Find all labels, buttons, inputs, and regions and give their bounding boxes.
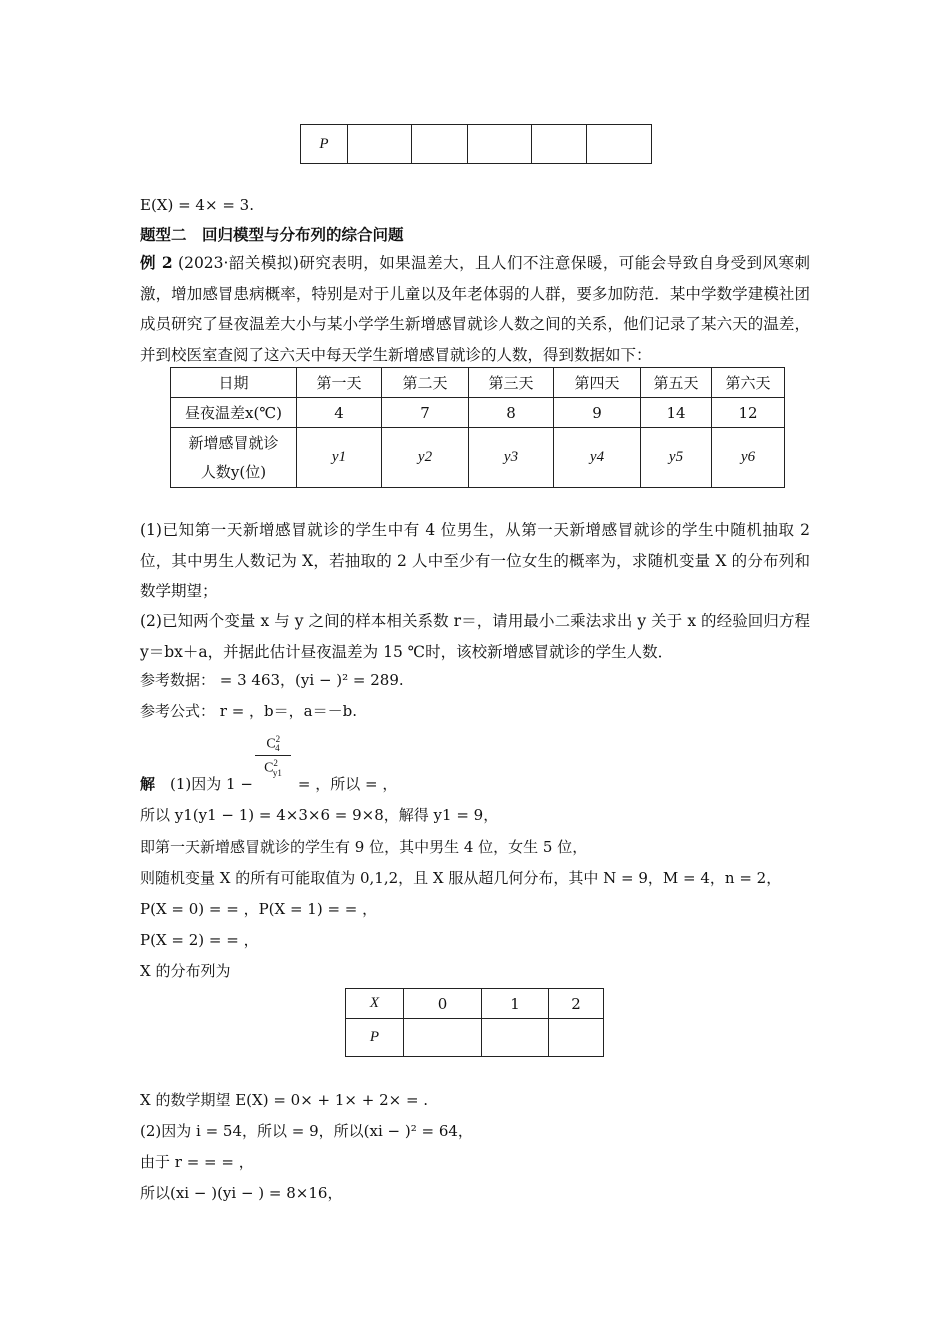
example-paragraph (140, 248, 810, 370)
example-label: 例 2 (140, 253, 173, 272)
table-cell: y6 (712, 428, 785, 488)
table-header: 第一天 (297, 368, 382, 398)
table-row-label: P (346, 1019, 404, 1057)
solution-line-2: 所以 y1(y1 − 1) = 4×3×6 = 9×8，解得 y1 = 9， (140, 806, 499, 824)
solution-line-10: 由于 r = = = ， (140, 1153, 254, 1171)
table-header: 第三天 (469, 368, 554, 398)
table-cell (549, 1019, 604, 1057)
table-header: 2 (549, 989, 604, 1019)
solution-line-1: 解 (1)因为 1 − = ，所以 = ， (140, 775, 398, 793)
table-cell (348, 125, 412, 164)
solution-line-5: P(X = 0) = = ，P(X = 1) = = ， (140, 900, 378, 918)
table-header: 第四天 (554, 368, 641, 398)
table-header: 第五天 (641, 368, 712, 398)
solution-line-7: X 的分布列为 (140, 962, 231, 980)
table-cell: y5 (641, 428, 712, 488)
top-probability-table (300, 124, 652, 164)
solution-line-11: 所以(xi − )(yi − ) = 8×16， (140, 1184, 343, 1202)
table-cell: 9 (554, 398, 641, 428)
solution-line-6: P(X = 2) = = ， (140, 931, 259, 949)
table-header: 1 (482, 989, 549, 1019)
table-header: 日期 (171, 368, 297, 398)
example-text: (2023·韶关模拟)研究表明，如果温差大，且人们不注意保暖，可能会导致自身受到风寒刺激，增加感冒患病概率，特别是对于儿童以及年老体弱的人群，要多加防范．某中学数学建模社团成员研究了昼夜温差大小与某小学学生新增感冒就诊人数之间的关系，他们记录了某六天的温差，并到校医室查阅了这六天中每天学生新增感冒就诊的人数，得到数据如下： (140, 254, 810, 364)
table-cell: 8 (469, 398, 554, 428)
data-table (170, 367, 785, 488)
section-heading: 题型二 回归模型与分布列的综合问题 (140, 225, 404, 244)
table-cell (468, 125, 532, 164)
solution-line-3: 即第一天新增感冒就诊的学生有 9 位，其中男生 4 位，女生 5 位， (140, 838, 588, 856)
table-cell (482, 1019, 549, 1057)
table-cell: y4 (554, 428, 641, 488)
table-cell: P (301, 125, 348, 164)
table-cell: 12 (712, 398, 785, 428)
table-cell: y3 (469, 428, 554, 488)
table-cell: 14 (641, 398, 712, 428)
table-cell: 4 (297, 398, 382, 428)
solution-line-9: (2)因为 i = 54，所以 = 9，所以(xi − )² = 64， (140, 1122, 473, 1140)
question-1: (1)已知第一天新增感冒就诊的学生中有 4 位男生，从第一天新增感冒就诊的学生中随机抽取 2 位，其中男生人数记为 X，若抽取的 2 人中至少有一位女生的概率为，求随机变量 X 的分布列和数学期望； (140, 521, 810, 600)
table-cell: y1 (297, 428, 382, 488)
table-header: 第二天 (382, 368, 469, 398)
table-cell (412, 125, 468, 164)
table-cell: 7 (382, 398, 469, 428)
combination-fraction: $\frac{C^2_4}{C^2_{y1}}$ (255, 734, 291, 778)
table-cell (532, 125, 587, 164)
expectation-line: E(X) = 4× = 3. (140, 196, 254, 214)
table-header: 0 (404, 989, 482, 1019)
table-cell: y2 (382, 428, 469, 488)
table-header: X (346, 989, 404, 1019)
table-cell (587, 125, 652, 164)
table-row-label: 昼夜温差x(℃) (171, 398, 297, 428)
reference-data: 参考数据： = 3 463，(yi − )² = 289. (140, 671, 404, 689)
solution-line-4: 则随机变量 X 的所有可能取值为 0,1,2，且 X 服从超几何分布，其中 N = 9，M = 4，n = 2， (140, 869, 782, 887)
distribution-table (345, 988, 604, 1057)
table-row-label: 新增感冒就诊 人数y(位) (171, 428, 297, 488)
table-cell (404, 1019, 482, 1057)
reference-formula: 参考公式： r = ，b＝，a＝－b. (140, 702, 357, 720)
table-header: 第六天 (712, 368, 785, 398)
question-2: (2)已知两个变量 x 与 y 之间的样本相关系数 r＝，请用最小二乘法求出 y 关于 x 的经验回归方程y＝bx＋a，并据此估计昼夜温差为 15 ℃时，该校新增感冒就诊的学生人数． (140, 612, 810, 661)
solution-line-8: X 的数学期望 E(X) = 0× + 1× + 2× = . (140, 1091, 429, 1109)
